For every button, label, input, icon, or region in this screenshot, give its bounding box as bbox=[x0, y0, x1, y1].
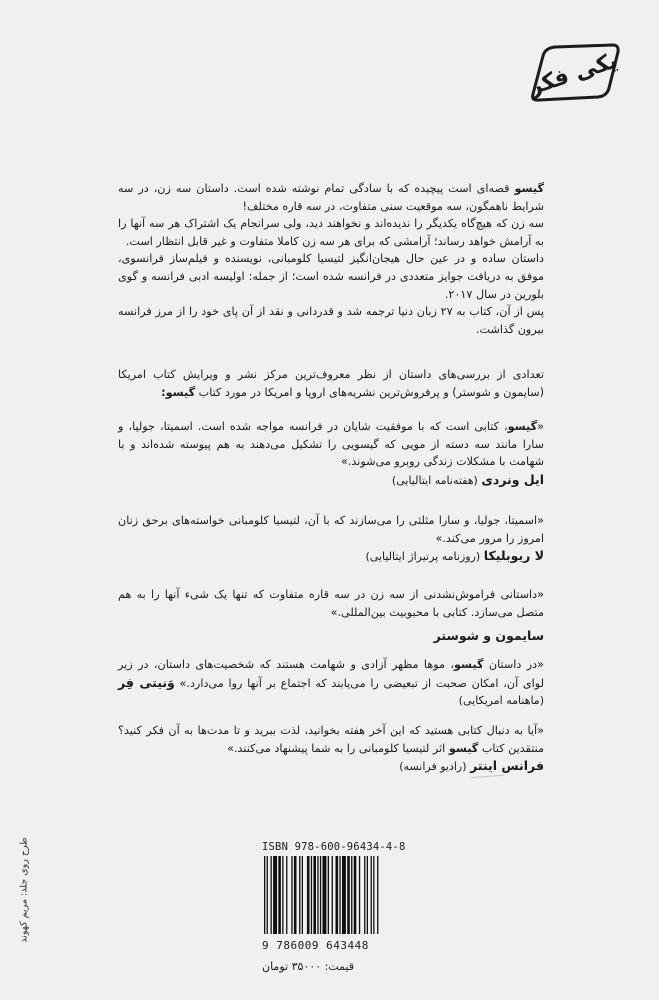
intro-paragraph-4: پس از آن، کتاب به ۲۷ زبان دنیا ترجمه شد و قدردانی و نقد از آن پای خود را از مرز فرانسه بیرون گذاشت. bbox=[118, 305, 544, 336]
review-source-note: (ماهنامه امریکایی) bbox=[458, 694, 544, 708]
review-4 bbox=[118, 656, 544, 710]
review-quote-text: «داستانی فراموش‌نشدنی از سه زن در سه قاره متفاوت که تنها یک شیء آنها را به هم متصل می‌سازد. کتابی با محبوبیت بین‌المللی.» bbox=[118, 588, 544, 619]
review-quote-text: ، موها مظهر آزادی و شهامت هستند که شخصیت‌های داستان، در زیر لوای آن، امکان صحبت از تبعیضی را می‌یابند که اجتماع بر آنها روا می‌دارد.» bbox=[118, 658, 544, 690]
cover-credit bbox=[14, 820, 34, 960]
review-quote bbox=[118, 512, 544, 547]
intro-paragraph-3: داستان ساده و در عین حال هیجان‌انگیز لتیسیا کلومبانی، نویسنده و فیلم‌ساز فرانسوی، موفق به دریافت جوایز متعددی در فرانسه شده است؛ از جمله: اولیسه ادبی فرانسه و گوی بلورین در سال ۲۰۱۷. bbox=[118, 252, 544, 301]
review-source: ایل ونردی bbox=[481, 471, 544, 487]
barcode-bar bbox=[373, 856, 374, 934]
review-book-title: گیسو bbox=[448, 741, 479, 755]
barcode-bar bbox=[320, 856, 321, 934]
barcode-bar bbox=[377, 856, 378, 934]
cover-credit-text: طرح روی جلد: مریم کهوند bbox=[18, 837, 30, 943]
review-quote-text: اثر لتیسیا کلومبانی را به شما پیشنهاد می‌کنند.» bbox=[227, 741, 449, 755]
review-book-title: گیسو bbox=[454, 658, 484, 671]
price: قیمت: ۳۵۰۰۰ تومان bbox=[262, 960, 355, 973]
barcode-bar bbox=[264, 856, 265, 934]
barcode-bar bbox=[307, 856, 310, 934]
logo-text: یکی فکر bbox=[525, 47, 621, 101]
barcode-bar bbox=[371, 856, 372, 934]
intro-paragraph-1 bbox=[118, 180, 544, 215]
barcode-bar bbox=[311, 856, 312, 934]
barcode-bar bbox=[294, 856, 297, 934]
review-quote bbox=[118, 586, 544, 621]
review-quote bbox=[118, 722, 544, 757]
barcode-bar bbox=[339, 856, 340, 934]
review-quote-open: « bbox=[537, 420, 544, 433]
barcode-bar bbox=[267, 856, 268, 934]
barcode-bar bbox=[286, 856, 287, 934]
review-quote-text: ، کتابی است که با موفقیت شایان در فرانسه مواجه شده است. اسمیتا، جولیا، و سارا مانند سه دسته از مویی که گیسویی را تشکیل می‌دهند به هم پیوسته شده‌اند و با شهامت با مشکلات زندگی روبرو می‌شوند.» bbox=[118, 420, 544, 469]
barcode-bar bbox=[354, 856, 357, 934]
barcode-bar bbox=[291, 856, 292, 934]
reviews-intro-text: تعدادی از بررسی‌های داستان از نظر معروف‌ترین مرکز نشر و ویرایش کتاب امریکا (سایمون و شوستر) و پرفروش‌ترین نشریه‌های اروپا و امریکا در مورد کتاب bbox=[118, 368, 544, 399]
barcode-bar bbox=[328, 856, 329, 934]
intro-paragraph-2: سه زن که هیچ‌گاه یکدیگر را ندیده‌اند و نخواهند دید، ولی سرانجام یک اشتراک هر سه آنها را به آرامش خواهد رساند؛ آرامشی که برای هر سه زن کاملا متفاوت و غیر قابل انتظار است. bbox=[118, 217, 544, 248]
barcode-bar bbox=[273, 856, 277, 934]
review-source: وَنیتی فِر bbox=[118, 674, 175, 690]
intro-p1-text: قصه‌ای است پیچیده که با سادگی تمام نوشته شده است. داستان سه زن، در سه شرایط ناهمگون، سه موقعیت سنی متفاوت، در سه قاره مختلف! bbox=[118, 182, 544, 213]
reviews-intro-book-title: گیسو: bbox=[161, 385, 196, 399]
review-source-line bbox=[118, 471, 544, 490]
barcode-bar bbox=[367, 856, 368, 934]
paper-scuff bbox=[470, 767, 505, 778]
barcode-bar bbox=[364, 856, 365, 934]
barcode-bar bbox=[282, 856, 283, 934]
review-source-note: (روزنامه پرتیراژ ایتالیایی) bbox=[365, 550, 481, 564]
barcode-bar bbox=[342, 856, 346, 934]
barcode-bar bbox=[313, 856, 316, 934]
review-quote-text: «اسمیتا، جولیا، و سارا مثلثی را می‌سازند که با آن، لتیسیا کلومبانی خواسته‌های برحق زنان امروز را مرور می‌کند.» bbox=[118, 514, 544, 545]
review-quote bbox=[118, 418, 544, 471]
barcode-icon bbox=[262, 856, 422, 934]
review-source-line bbox=[118, 547, 544, 566]
barcode-bar bbox=[347, 856, 350, 934]
review-2 bbox=[118, 512, 544, 566]
barcode-bar bbox=[317, 856, 318, 934]
reviews-intro bbox=[118, 366, 544, 401]
review-source: لا ریوبلیکا bbox=[483, 548, 544, 564]
review-book-title: گیسو bbox=[507, 420, 538, 433]
barcode-bar bbox=[278, 856, 281, 934]
review-quote bbox=[118, 656, 544, 710]
reviews-intro-paragraph bbox=[118, 366, 544, 401]
barcode-bar bbox=[336, 856, 339, 934]
barcode-bar bbox=[299, 856, 300, 934]
barcode-block bbox=[262, 841, 422, 952]
review-source-note: (هفته‌نامه ایتالیایی) bbox=[391, 473, 478, 487]
review-source: سایمون و شوستر bbox=[433, 628, 544, 644]
barcode-bar bbox=[332, 856, 333, 934]
book-title: گیسو bbox=[514, 182, 544, 195]
barcode-bar bbox=[271, 856, 272, 934]
review-3 bbox=[118, 586, 544, 646]
intro-section bbox=[118, 180, 544, 338]
review-source-line bbox=[118, 627, 544, 646]
barcode-bar bbox=[351, 856, 352, 934]
review-quote-open: «در داستان bbox=[483, 658, 545, 671]
barcode-bar bbox=[323, 856, 327, 934]
review-source-note: (رادیو فرانسه) bbox=[399, 760, 467, 774]
publisher-logo bbox=[523, 40, 623, 108]
review-source: فرانس اینتر bbox=[470, 758, 544, 774]
barcode-bar bbox=[359, 856, 360, 934]
review-1 bbox=[118, 418, 544, 489]
review-quote-open: «آیا به دنبال کتابی هستید که این آخر هفته بخوانید، لذت ببرید و تا مدت‌ها به آن فکر کنید؟ منتقدین کتاب bbox=[118, 724, 544, 755]
isbn: ISBN 978-600-96434-4-8 bbox=[262, 841, 406, 853]
barcode-digits: 9 786009 643448 bbox=[262, 939, 369, 952]
barcode-bar bbox=[302, 856, 303, 934]
